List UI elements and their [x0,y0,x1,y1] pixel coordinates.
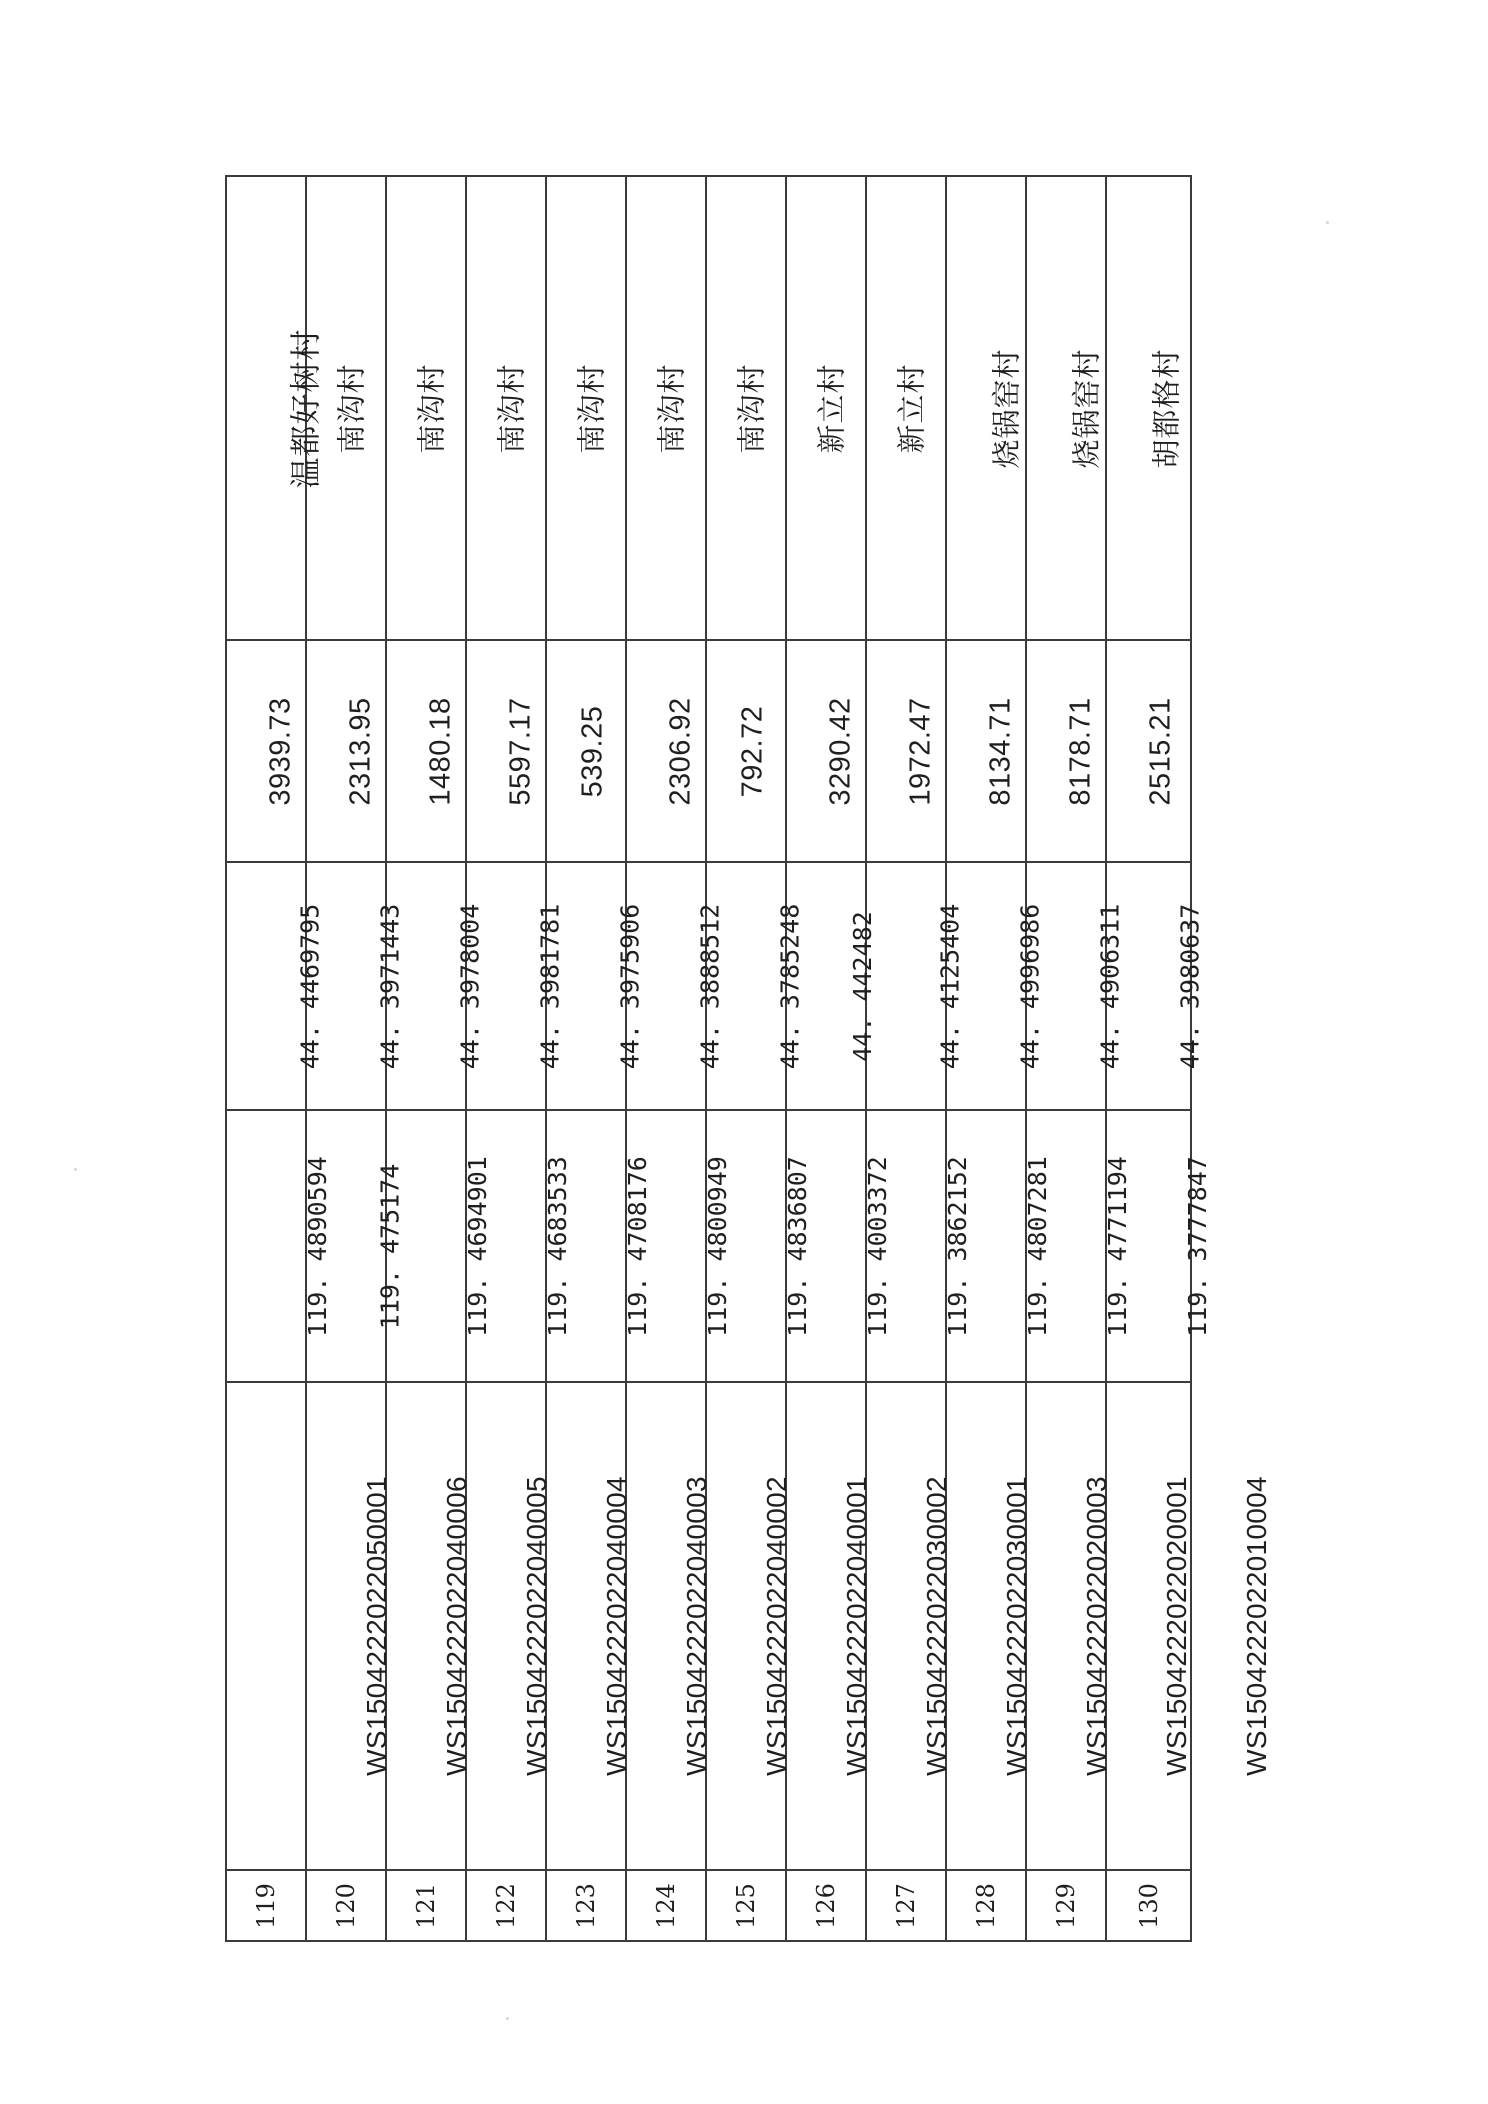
row-number: 129 [1052,1882,1080,1929]
row-number-cell [946,1870,1026,1941]
scan-speck-left [74,1168,77,1171]
village-name: 新立村 [814,362,849,454]
latitude-value: 44. 3785248 [775,903,805,1069]
longitude-value: 119. 4800949 [702,1155,732,1337]
code-field-row [226,1382,1191,1870]
row-number: 122 [492,1882,520,1929]
longitude-value: 119. 4890594 [302,1155,332,1337]
value-cell [386,640,466,862]
row-number: 128 [972,1882,1000,1929]
village-cell [1106,176,1191,640]
area-value: 2515.21 [1144,696,1177,806]
area-value: 5597.17 [504,696,537,806]
row-number-cell [386,1870,466,1941]
value-cell [946,640,1026,862]
record-code: WS1504222022030002 [920,1476,952,1776]
latitude-cell [866,862,965,1110]
village-cell [386,176,466,640]
village-name: 南沟村 [654,362,689,454]
row-number: 124 [652,1882,680,1929]
row-number-cell [786,1870,866,1941]
value-cell [626,640,706,862]
longitude-field-row [226,1110,1191,1382]
row-number-cell [706,1870,786,1941]
longitude-value: 119. 4708176 [622,1155,652,1337]
longitude-value: 119. 4771194 [1102,1155,1132,1337]
number-field-row [226,1870,1191,1941]
village-name: 烧锅窑村 [989,347,1024,469]
village-name: 新立村 [894,362,929,454]
rotated-data-table-wrap [225,175,1272,1940]
record-code: WS1504222022050001 [360,1476,392,1776]
value-cell [786,640,866,862]
village-cell [786,176,866,640]
village-name: 南沟村 [334,362,369,454]
area-value: 8178.71 [1064,696,1097,806]
village-cell [866,176,946,640]
latitude-value: 44. 442482 [847,910,877,1062]
row-number-cell [1106,1870,1191,1941]
code-cell [226,1382,392,1870]
row-number: 130 [1134,1882,1163,1929]
latitude-value: 44. 3980637 [1175,903,1205,1069]
village-name: 温都好树村 [288,328,325,488]
longitude-value: 119. 4003372 [862,1155,892,1337]
row-number-cell [306,1870,386,1941]
village-cell [706,176,786,640]
row-number-cell [1026,1870,1106,1941]
row-number-cell [546,1870,626,1941]
value-cell [546,640,626,862]
row-number: 123 [572,1882,600,1929]
area-value: 539.25 [576,705,609,797]
row-number: 127 [892,1882,920,1929]
value-cell [866,640,946,862]
longitude-value: 119. 4694901 [462,1155,492,1337]
record-code: WS1504222022040002 [760,1476,792,1776]
record-code: WS1504222022040001 [840,1476,872,1776]
value-field-row [226,640,1191,862]
latitude-value: 44. 3978004 [455,903,485,1069]
longitude-value: 119. 4836807 [782,1155,812,1337]
longitude-value: 119. 475174 [375,1163,405,1329]
village-cell [466,176,546,640]
latitude-value: 44. 3888512 [695,903,725,1069]
value-cell [466,640,546,862]
village-name: 南沟村 [574,362,609,454]
area-value: 1972.47 [904,696,937,806]
village-cell [626,176,706,640]
scan-speck-bottom [506,2017,509,2020]
village-cell [946,176,1026,640]
village-name: 南沟村 [414,362,449,454]
value-cell [226,640,306,862]
latitude-value: 44. 3971443 [375,903,405,1069]
record-code: WS1504222022020001 [1160,1476,1192,1776]
longitude-value: 119. 4683533 [542,1155,572,1337]
latitude-value: 44. 4906311 [1095,903,1125,1069]
rotated-data-table [225,175,1272,1942]
record-code: WS1504222022040004 [600,1476,632,1776]
village-cell [1026,176,1106,640]
area-value: 3290.42 [824,696,857,806]
longitude-value: 119. 3777847 [1182,1155,1212,1337]
area-value: 2313.95 [344,696,377,806]
record-code: WS1504222022040006 [440,1476,472,1776]
area-value: 3939.73 [264,696,297,806]
latitude-field-row [226,862,1191,1110]
row-number: 126 [812,1882,840,1929]
village-name: 烧锅窑村 [1069,347,1104,469]
longitude-value: 119. 4807281 [1022,1155,1052,1337]
latitude-value: 44. 3975906 [615,903,645,1069]
record-code: WS1504222022040005 [520,1476,552,1776]
longitude-cell [226,1110,332,1382]
row-number-cell [226,1870,306,1941]
area-value: 792.72 [736,705,769,797]
value-cell [1106,640,1191,862]
latitude-value: 44. 3981781 [535,903,565,1069]
scan-speck-right [1326,221,1329,224]
area-value: 2306.92 [664,696,697,806]
record-code: WS1504222022020003 [1080,1476,1112,1776]
latitude-cell [226,862,325,1110]
row-number: 125 [732,1882,760,1929]
record-code: WS1504222022030001 [1000,1476,1032,1776]
row-number: 121 [412,1882,440,1929]
village-cell [226,176,325,640]
latitude-value: 44. 4996986 [1015,903,1045,1069]
row-number-cell [626,1870,706,1941]
value-cell [306,640,386,862]
latitude-value: 44. 4469795 [295,903,325,1069]
area-value: 8134.71 [984,696,1017,806]
village-field-row [226,176,1191,640]
village-cell [546,176,626,640]
village-name: 胡都格村 [1149,347,1184,469]
value-cell [1026,640,1106,862]
record-code: WS1504222022010004 [1240,1476,1272,1776]
longitude-value: 119. 3862152 [942,1155,972,1337]
record-code: WS1504222022040003 [680,1476,712,1776]
village-name: 南沟村 [494,362,529,454]
row-number-cell [466,1870,546,1941]
latitude-value: 44. 4125404 [935,903,965,1069]
value-cell [706,640,786,862]
village-name: 南沟村 [734,362,769,454]
area-value: 1480.18 [424,696,457,806]
row-number: 119 [252,1882,280,1929]
row-number: 120 [332,1882,360,1929]
row-number-cell [866,1870,946,1941]
